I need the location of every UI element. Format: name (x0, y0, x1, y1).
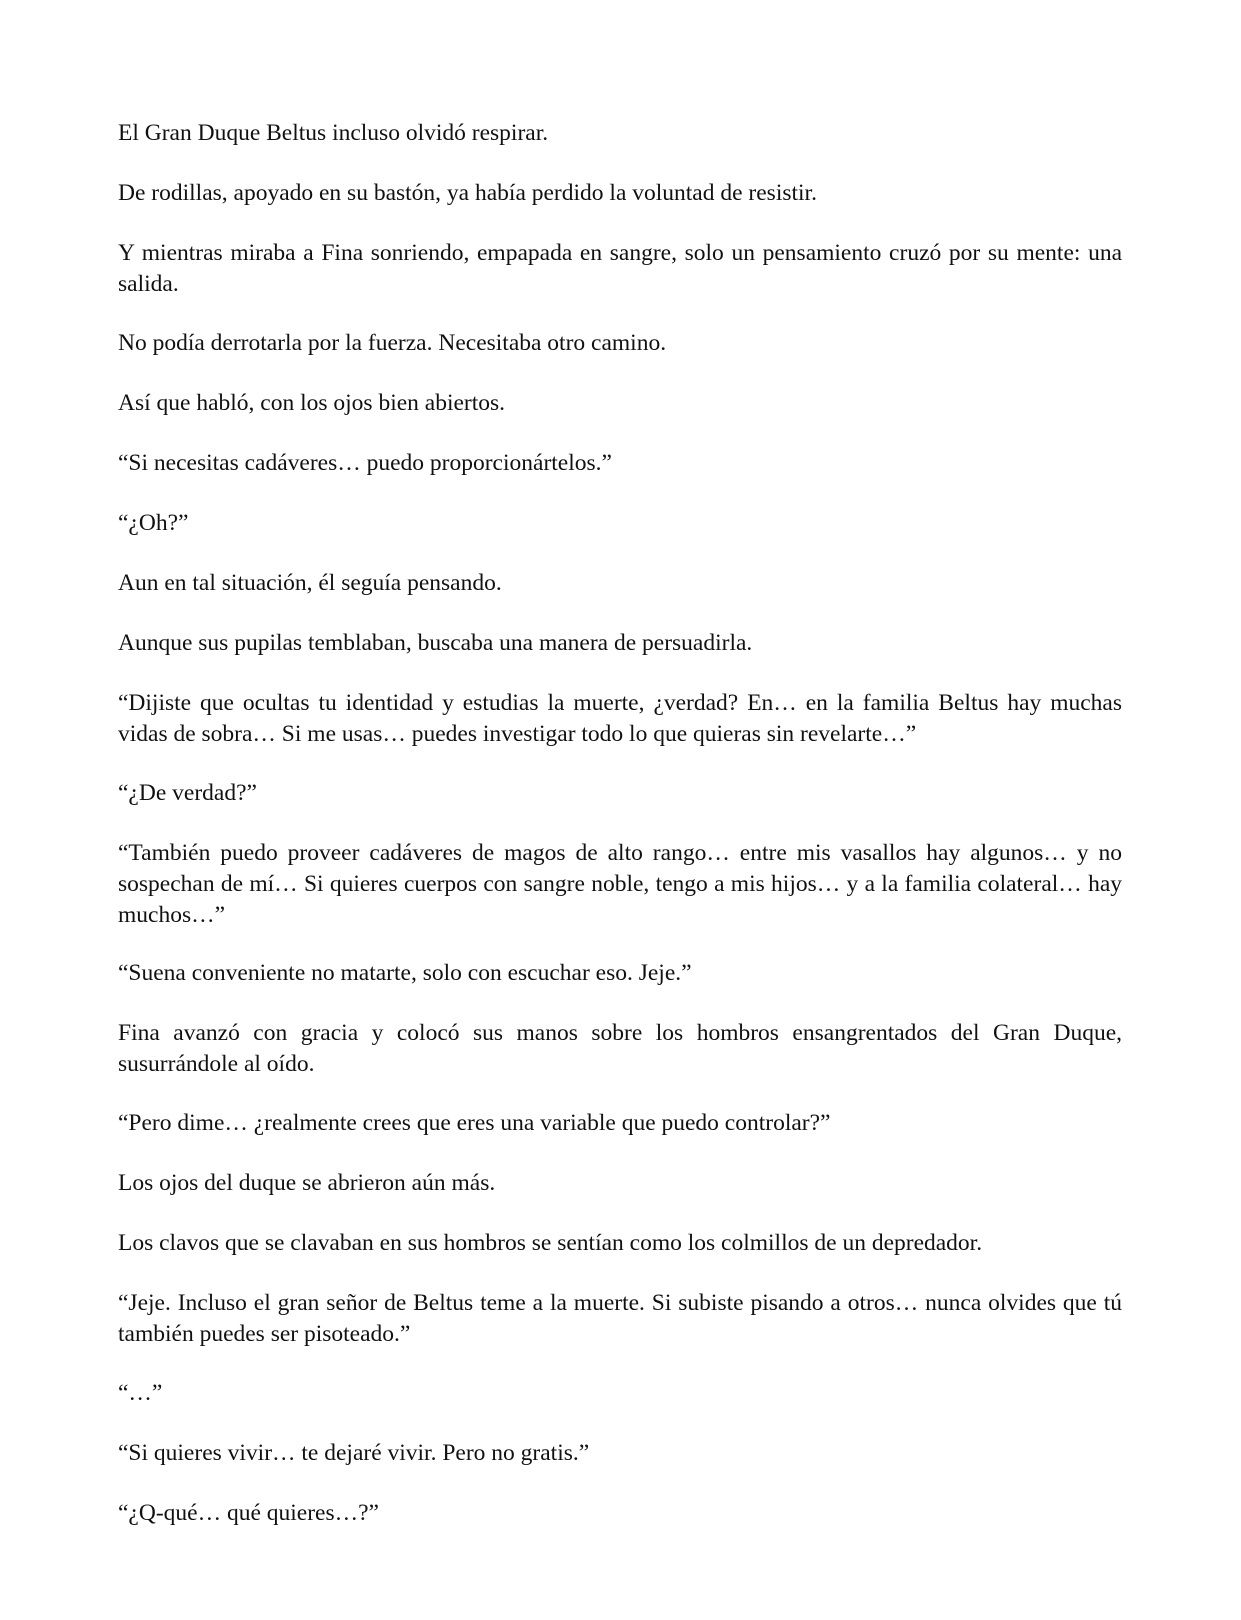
paragraph: Y mientras miraba a Fina sonriendo, empapada en sangre, solo un pensamiento cruzó por su mente: una salida. (118, 240, 1122, 297)
paragraph: “Pero dime… ¿realmente crees que eres una variable que puedo controlar?” (118, 1110, 831, 1136)
paragraph: “¿Q-qué… qué quieres…?” (118, 1500, 379, 1526)
paragraph: “¿De verdad?” (118, 780, 257, 806)
paragraph: Aun en tal situación, él seguía pensando. (118, 570, 502, 596)
paragraph: “Dijiste que ocultas tu identidad y estudias la muerte, ¿verdad? En… en la familia Beltus hay muchas vidas de sobra… Si me usas… puedes investigar todo lo que quieras sin revelarte…” (118, 690, 1122, 747)
paragraph: El Gran Duque Beltus incluso olvidó respirar. (118, 120, 549, 146)
paragraph: “…” (118, 1380, 163, 1406)
paragraph: “Si necesitas cadáveres… puedo proporcionártelos.” (118, 450, 612, 476)
paragraph: No podía derrotarla por la fuerza. Necesitaba otro camino. (118, 330, 667, 356)
paragraph: Así que habló, con los ojos bien abiertos. (118, 390, 506, 416)
paragraph: “¿Oh?” (118, 510, 189, 536)
paragraph: Los clavos que se clavaban en sus hombros se sentían como los colmillos de un depredador. (118, 1230, 983, 1256)
paragraph: “Si quieres vivir… te dejaré vivir. Pero no gratis.” (118, 1440, 590, 1466)
paragraph: Los ojos del duque se abrieron aún más. (118, 1170, 496, 1196)
paragraph: De rodillas, apoyado en su bastón, ya había perdido la voluntad de resistir. (118, 180, 817, 206)
paragraph: Fina avanzó con gracia y colocó sus manos sobre los hombros ensangrentados del Gran Duque, susurrándole al oído. (118, 1020, 1122, 1077)
paragraph: “También puedo proveer cadáveres de magos de alto rango… entre mis vasallos hay algunos… y no sospechan de mí… Si quieres cuerpos con sangre noble, tengo a mis hijos… y a la familia colateral… hay muchos…” (118, 840, 1122, 928)
paragraph: Aunque sus pupilas temblaban, buscaba una manera de persuadirla. (118, 630, 753, 656)
paragraph: “Suena conveniente no matarte, solo con escuchar eso. Jeje.” (118, 960, 692, 986)
paragraph: “Jeje. Incluso el gran señor de Beltus teme a la muerte. Si subiste pisando a otros… nunca olvides que tú también puedes ser pisoteado.” (118, 1290, 1122, 1347)
